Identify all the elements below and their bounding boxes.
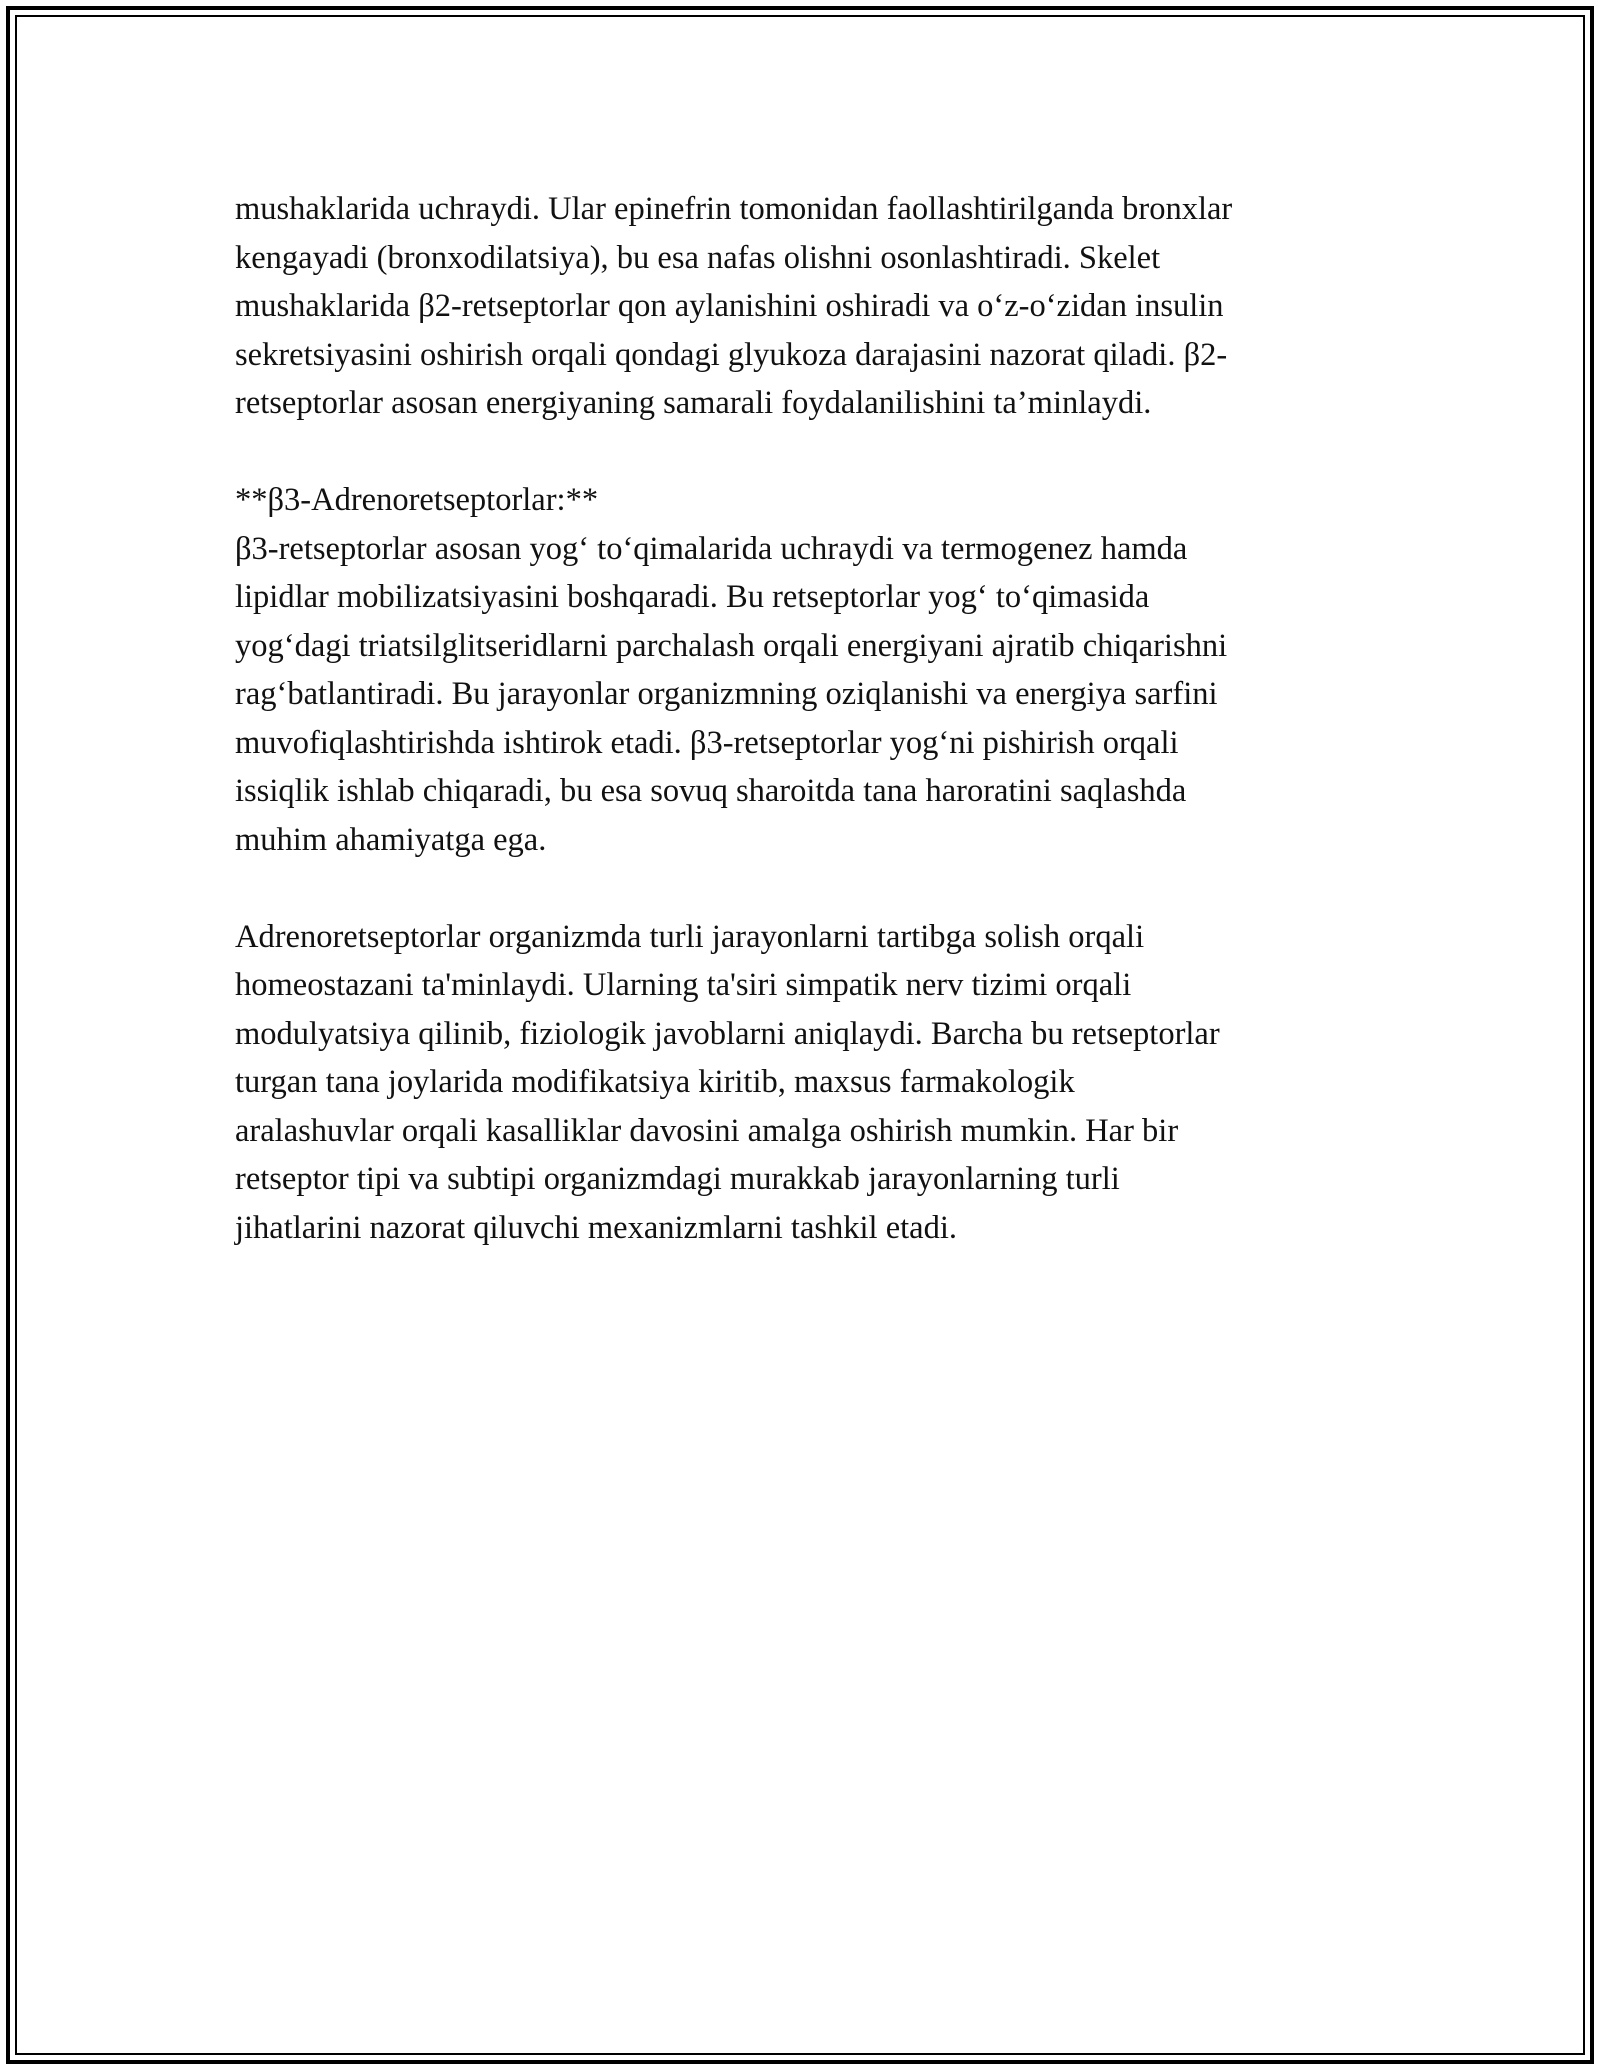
document-body — [235, 185, 1375, 1252]
paragraph-spacer — [235, 428, 1375, 477]
paragraph-beta3: β3-retseptorlar asosan yog‘ to‘qimalarida uchraydi va termogenez hamda lipidlar mobilizatsiyasini boshqaradi. Bu retseptorlar yog‘ to‘qimasida yog‘dagi triatsilglitseridlarni parchalash orqali energiyani ajratib chiqarishni rag‘batlantiradi. Bu jarayonlar organizmning oziqlanishi va energiya sarfini muvofiqlashtirishda ishtirok etadi. β3-retseptorlar yog‘ni pishirish orqali issiqlik ishlab chiqaradi, bu esa sovuq sharoitda tana haroratini saqlashda muhim ahamiyatga ega. — [235, 530, 1228, 858]
section-heading-beta3: **β3-Adrenoretseptorlar:** — [235, 482, 599, 518]
paragraph-conclusion: Adrenoretseptorlar organizmda turli jarayonlarni tartibga solish orqali homeostazani ta'minlaydi. Ularning ta'siri simpatik nerv tizimi orqali modulyatsiya qilinib, fiziologik javoblarni aniqlaydi. Barcha bu retseptorlar turgan tana joylarida modifikatsiya kiritib, maxsus farmakologik aralashuvlar orqali kasalliklar davosini amalga oshirish mumkin. Har bir retseptor tipi va subtipi organizmdagi murakkab jarayonlarning turli jihatlarini nazorat qiluvchi mexanizmlarni tashkil etadi. — [235, 918, 1220, 1246]
paragraph-beta2-continuation: mushaklarida uchraydi. Ular epinefrin tomonidan faollashtirilganda bronxlar kengayadi (bronxodilatsiya), bu esa nafas olishni osonlashtiradi. Skelet mushaklarida β2-retseptorlar qon aylanishini oshiradi va o‘z-o‘zidan insulin sekretsiyasini oshirish orqali qondagi glyukoza darajasini nazorat qiladi. β2- retseptorlar asosan energiyaning samarali foydalanilishini ta’minlaydi. — [235, 191, 1233, 421]
paragraph-spacer — [235, 864, 1375, 913]
